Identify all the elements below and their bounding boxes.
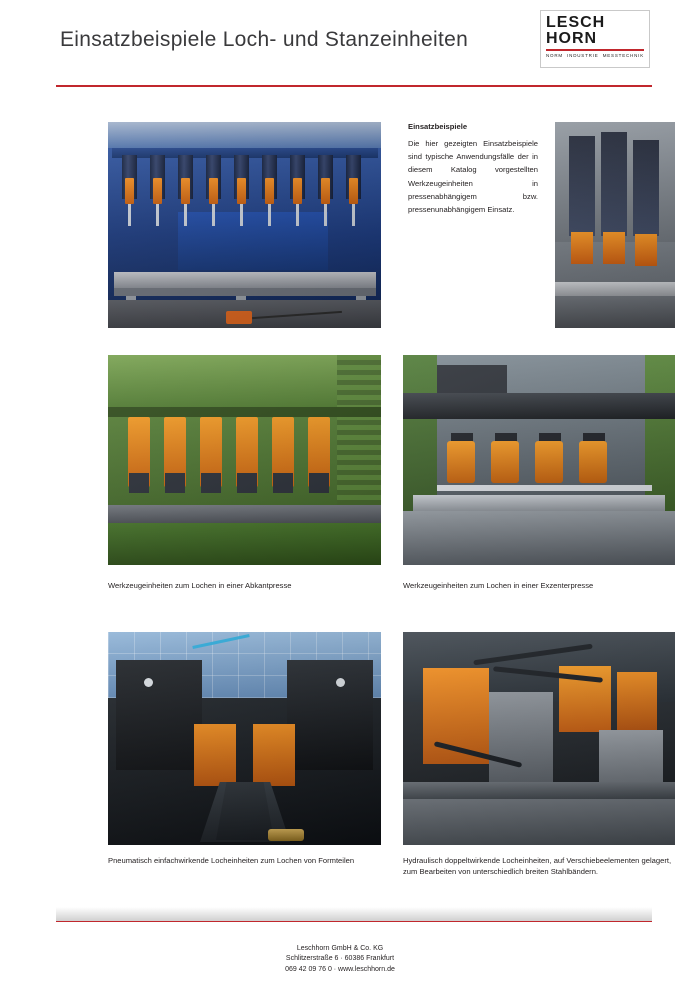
intro-body: Die hier gezeigten Einsatzbeispiele sind typische Anwendungsfälle der in diesem Katalog vorgestellten Werkzeugeinheiten in pressenabhängigem bzw. pressenunabhängigem Einsatz. bbox=[408, 139, 538, 215]
caption-hydraulic-punching-units: Hydraulisch doppeltwirkende Locheinheiten, auf Verschiebeelementen gelagert, zum Bearbeiten von unterschiedlich breiten Stahlbändern. bbox=[403, 856, 672, 876]
figure-press-brake-punching bbox=[108, 355, 381, 565]
figure-press-with-tool-units-blue bbox=[108, 122, 381, 328]
intro-text-block bbox=[408, 122, 538, 216]
footer-company: Leschhorn GmbH & Co. KG bbox=[296, 944, 384, 952]
page-title: Einsatzbeispiele Loch- und Stanzeinheiten bbox=[60, 28, 469, 51]
figure-hydraulic-punching-units bbox=[403, 632, 675, 845]
logo-sub-messtechnik: MESSTECHNIK bbox=[602, 53, 644, 58]
logo-sub-industrie: INDUSTRIE bbox=[567, 53, 599, 58]
caption-press-brake-punching: Werkzeugeinheiten zum Lochen in einer Abkantpresse bbox=[108, 581, 292, 590]
page-footer bbox=[28, 922, 676, 987]
footer-text-block bbox=[28, 944, 652, 976]
figure-eccentric-press-punching bbox=[403, 355, 675, 565]
logo-sub-norm: NORM bbox=[546, 53, 563, 58]
caption-eccentric-press-punching: Werkzeugeinheiten zum Lochen in einer Exzenterpresse bbox=[403, 581, 594, 590]
header-divider bbox=[56, 85, 652, 87]
page-header bbox=[56, 0, 652, 84]
caption-pneumatic-punching-units: Pneumatisch einfachwirkende Locheinheiten zum Lochen von Formteilen bbox=[108, 856, 355, 865]
figure-tool-units-detail bbox=[555, 122, 675, 328]
footer-contact: 069 42 09 76 0 · www.leschhorn.de bbox=[285, 965, 395, 973]
figure-pneumatic-punching-units bbox=[108, 632, 381, 845]
logo-wordmark-top: LESCH bbox=[546, 14, 606, 31]
logo-divider bbox=[546, 49, 644, 51]
company-logo bbox=[540, 10, 650, 68]
logo-wordmark-bottom: HORN bbox=[546, 30, 598, 47]
logo-subtitle bbox=[546, 53, 644, 58]
footer-gradient bbox=[56, 907, 652, 921]
intro-title: Einsatzbeispiele bbox=[408, 122, 468, 131]
footer-address: Schlitzerstraße 6 · 60386 Frankfurt bbox=[285, 955, 395, 962]
